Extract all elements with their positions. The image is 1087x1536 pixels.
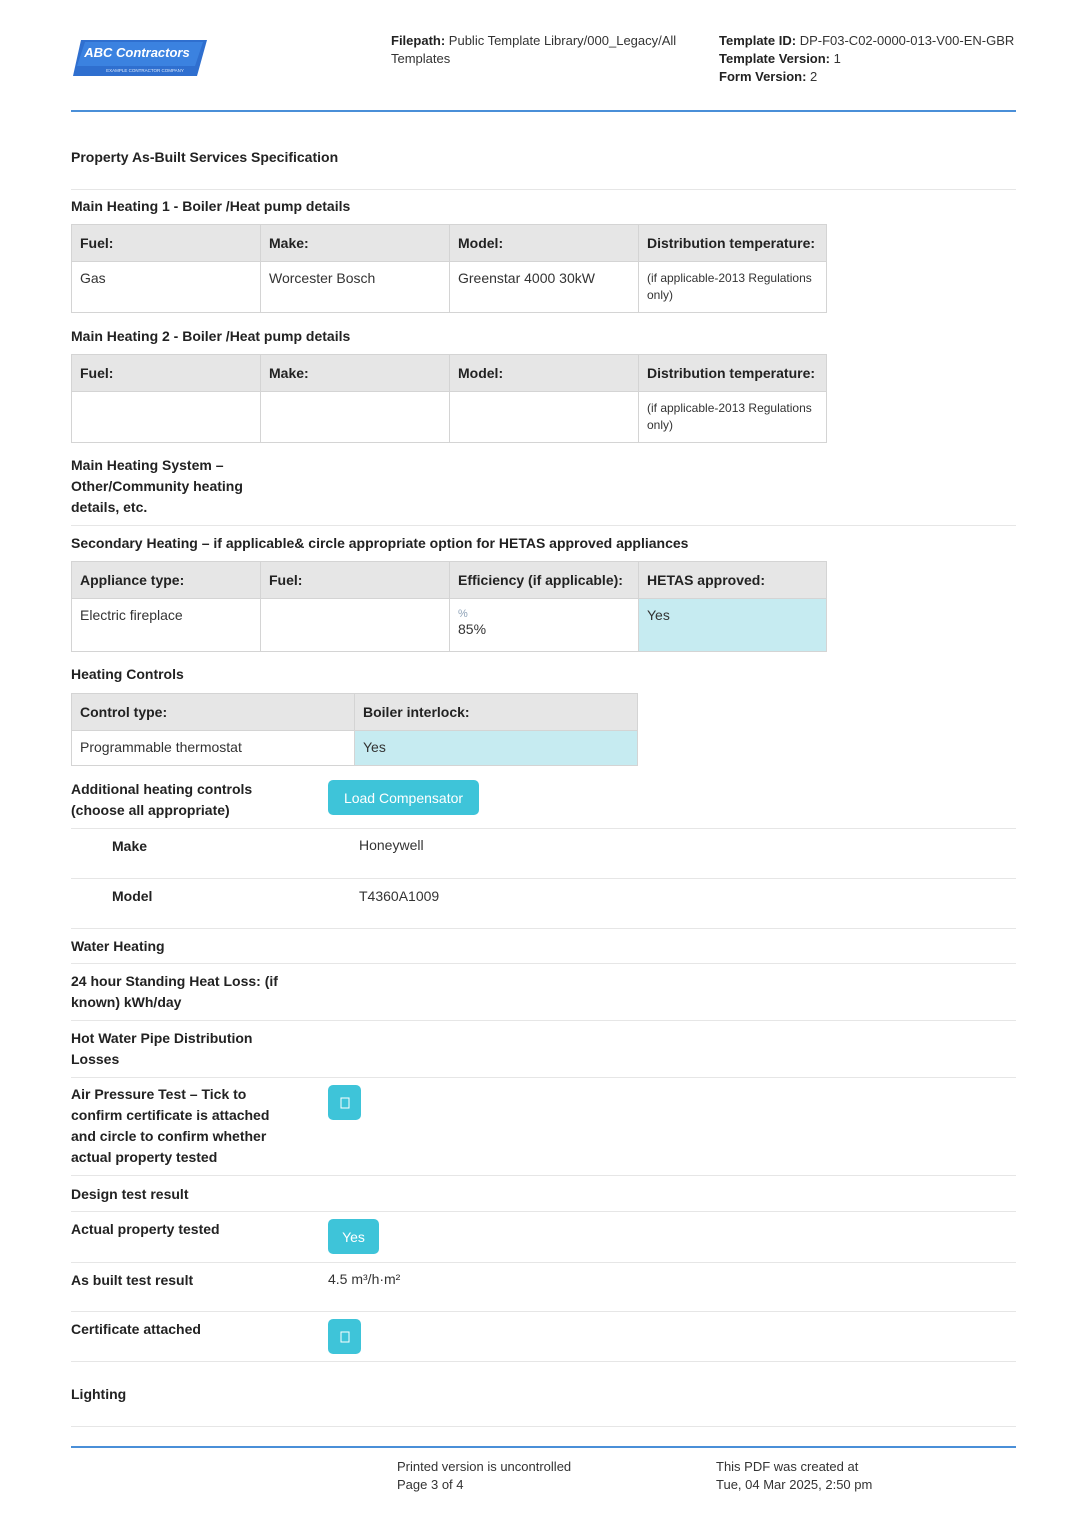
actual-tested-label: Actual property tested xyxy=(71,1221,220,1237)
divider xyxy=(71,928,1016,929)
uncontrolled-note: Printed version is uncontrolled xyxy=(397,1459,572,1474)
as-built-result-label: As built test result xyxy=(71,1272,194,1288)
template-info xyxy=(719,32,1019,86)
model-cell[interactable] xyxy=(450,392,639,443)
model-cell[interactable]: Greenstar 4000 30kW xyxy=(450,262,639,313)
divider xyxy=(71,828,1016,829)
make-cell[interactable]: Worcester Bosch xyxy=(261,262,450,313)
divider xyxy=(71,1262,1016,1263)
col-efficiency: Efficiency (if applicable): xyxy=(450,562,639,599)
created-value: Tue, 04 Mar 2025, 2:50 pm xyxy=(716,1477,873,1492)
efficiency-value: 85% xyxy=(458,621,487,637)
col-control-type: Control type: xyxy=(72,694,355,731)
template-id-label: Template ID: xyxy=(719,33,797,48)
fuel-cell[interactable] xyxy=(261,599,450,652)
water-heating-title: Water Heating xyxy=(71,938,165,954)
footer-created-info xyxy=(716,1458,872,1494)
divider xyxy=(71,1361,1016,1362)
main-heating-system-label: Main Heating System – Other/Community heating details, etc. xyxy=(71,457,243,515)
form-version-value: 2 xyxy=(810,69,818,84)
col-appliance-type: Appliance type: xyxy=(72,562,261,599)
template-id-value: DP-F03-C02-0000-013-V00-EN-GBR xyxy=(799,33,1015,48)
table-row xyxy=(72,392,827,443)
page-number: Page 3 of 4 xyxy=(397,1477,464,1492)
filepath-block xyxy=(391,32,681,68)
col-make: Make: xyxy=(261,225,450,262)
page-header xyxy=(71,0,1016,112)
distribution-temp-cell[interactable]: (if applicable-2013 Regulations only) xyxy=(639,262,827,313)
divider xyxy=(71,878,1016,879)
control-type-cell[interactable]: Programmable thermostat xyxy=(72,731,355,766)
check-icon xyxy=(340,1331,350,1343)
divider xyxy=(71,1020,1016,1021)
col-fuel: Fuel: xyxy=(72,355,261,392)
col-fuel: Fuel: xyxy=(261,562,450,599)
air-pressure-checkbox[interactable] xyxy=(328,1085,361,1120)
efficiency-unit: % xyxy=(458,608,468,620)
make-label: Make xyxy=(112,838,148,854)
filepath-value: Public Template Library/000_Legacy/All Templates xyxy=(391,33,677,66)
fuel-cell[interactable]: Gas xyxy=(72,262,261,313)
section-title: Property As-Built Services Specification xyxy=(71,149,339,165)
load-compensator-option[interactable]: Load Compensator xyxy=(328,780,479,815)
divider xyxy=(71,1211,1016,1212)
footer-divider xyxy=(71,1446,1016,1448)
pipe-losses-label: Hot Water Pipe Distribution Losses xyxy=(71,1030,253,1067)
divider xyxy=(71,963,1016,964)
as-built-result-value: 4.5 m³/h·m² xyxy=(328,1271,401,1287)
fuel-cell[interactable] xyxy=(72,392,261,443)
divider xyxy=(71,1311,1016,1312)
main-heating-2-title: Main Heating 2 - Boiler /Heat pump details xyxy=(71,328,351,344)
col-make: Make: xyxy=(261,355,450,392)
col-model: Model: xyxy=(450,225,639,262)
col-fuel: Fuel: xyxy=(72,225,261,262)
col-hetas-approved: HETAS approved: xyxy=(639,562,827,599)
efficiency-cell[interactable] xyxy=(450,599,639,652)
divider xyxy=(71,189,1016,190)
created-label: This PDF was created at xyxy=(716,1459,859,1474)
boiler-interlock-cell[interactable]: Yes xyxy=(355,731,638,766)
main-heating-2-table xyxy=(71,354,827,443)
footer-print-info xyxy=(397,1458,571,1494)
air-pressure-label: Air Pressure Test – Tick to confirm certificate is attached and circle to confirm whether actual property tested xyxy=(71,1086,270,1165)
divider xyxy=(71,1175,1016,1176)
col-model: Model: xyxy=(450,355,639,392)
col-distribution-temp: Distribution temperature: xyxy=(639,355,827,392)
certificate-attached-checkbox[interactable] xyxy=(328,1319,361,1354)
secondary-heating-table xyxy=(71,561,827,652)
divider xyxy=(71,525,1016,526)
distribution-temp-cell[interactable]: (if applicable-2013 Regulations only) xyxy=(639,392,827,443)
form-version-label: Form Version: xyxy=(719,69,807,84)
secondary-heating-title: Secondary Heating – if applicable& circle appropriate option for HETAS approved appliances xyxy=(71,535,689,551)
main-heating-1-title: Main Heating 1 - Boiler /Heat pump details xyxy=(71,198,351,214)
model-label: Model xyxy=(112,888,153,904)
table-row xyxy=(72,599,827,652)
appliance-type-cell[interactable]: Electric fireplace xyxy=(72,599,261,652)
col-boiler-interlock: Boiler interlock: xyxy=(355,694,638,731)
logo-subtext: EXAMPLE CONTRACTOR COMPANY xyxy=(106,68,184,73)
make-value: Honeywell xyxy=(359,837,424,853)
lighting-title: Lighting xyxy=(71,1386,127,1402)
certificate-attached-label: Certificate attached xyxy=(71,1321,201,1337)
col-distribution-temp: Distribution temperature: xyxy=(639,225,827,262)
model-value: T4360A1009 xyxy=(359,888,440,904)
table-row xyxy=(72,262,827,313)
template-version-label: Template Version: xyxy=(719,51,831,66)
template-version-value: 1 xyxy=(833,51,841,66)
company-logo xyxy=(73,38,207,78)
additional-controls-label: Additional heating controls (choose all appropriate) xyxy=(71,781,253,818)
heating-controls-title: Heating Controls xyxy=(71,666,184,682)
make-cell[interactable] xyxy=(261,392,450,443)
main-heating-1-table xyxy=(71,224,827,313)
actual-tested-yes-option[interactable]: Yes xyxy=(328,1219,379,1254)
heating-controls-table xyxy=(71,693,638,766)
divider xyxy=(71,1426,1016,1427)
filepath-label: Filepath: xyxy=(391,33,446,48)
divider xyxy=(71,1077,1016,1078)
design-test-label: Design test result xyxy=(71,1186,189,1202)
hetas-approved-cell[interactable]: Yes xyxy=(639,599,827,652)
standing-heat-loss-label: 24 hour Standing Heat Loss: (if known) kWh/day xyxy=(71,973,278,1010)
logo-text: ABC Contractors xyxy=(84,45,190,60)
check-icon xyxy=(340,1097,350,1109)
table-row xyxy=(72,731,638,766)
